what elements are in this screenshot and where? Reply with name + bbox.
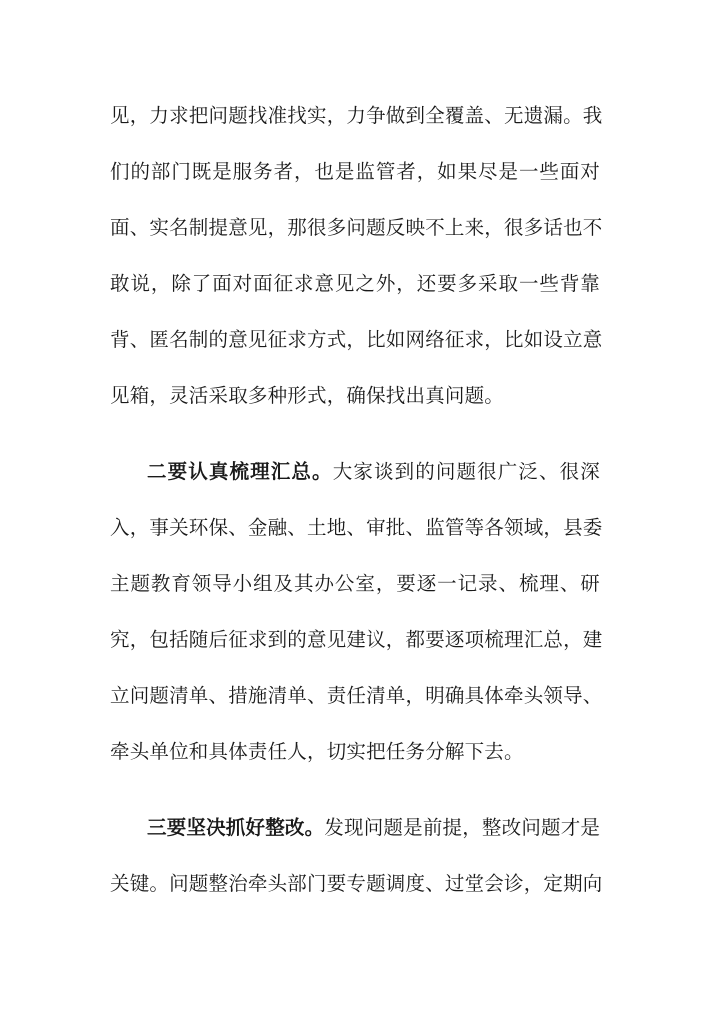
paragraph-1-line-1: 见，力求把问题找准找实，力争做到全覆盖、无遗漏。我 (110, 104, 603, 127)
paragraph-1-line-2: 们的部门既是服务者，也是监管者，如果尽是一些面对 (110, 160, 600, 183)
paragraph-2-line-5: 立问题清单、措施清单、责任清单，明确具体牵头领导、 (110, 684, 603, 707)
paragraph-2-line-4: 究，包括随后征求到的意见建议，都要逐项梳理汇总，建 (110, 628, 603, 651)
paragraph-1-line-5: 背、匿名制的意见征求方式，比如网络征求，比如设立意 (110, 328, 603, 351)
paragraph-2-line-1 (147, 460, 600, 484)
paragraph-2-line-6: 牵头单位和具体责任人，切实把任务分解下去。 (110, 740, 524, 763)
paragraph-3-heading: 三要坚决抓好整改。 (147, 816, 325, 839)
paragraph-1-line-3: 面、实名制提意见，那很多问题反映不上来，很多话也不 (110, 216, 603, 239)
paragraph-1-line-4: 敢说，除了面对面征求意见之外，还要多采取一些背靠 (110, 272, 600, 295)
paragraph-2-heading: 二要认真梳理汇总。 (147, 460, 333, 483)
paragraph-1-line-6: 见箱，灵活采取多种形式，确保找出真问题。 (110, 384, 505, 407)
paragraph-3-line-1 (147, 816, 600, 840)
paragraph-2-line-1-text: 大家谈到的问题很广泛、很深 (332, 460, 600, 483)
paragraph-3-line-1-text: 发现问题是前提，整改问题才是 (324, 816, 601, 839)
paragraph-2-line-3: 主题教育领导小组及其办公室，要逐一记录、梳理、研 (110, 572, 600, 595)
paragraph-3-line-2: 关键。问题整治牵头部门要专题调度、过堂会诊，定期向 (110, 872, 603, 895)
paragraph-2-line-2: 入，事关环保、金融、土地、审批、监管等各领域，县委 (110, 516, 603, 539)
